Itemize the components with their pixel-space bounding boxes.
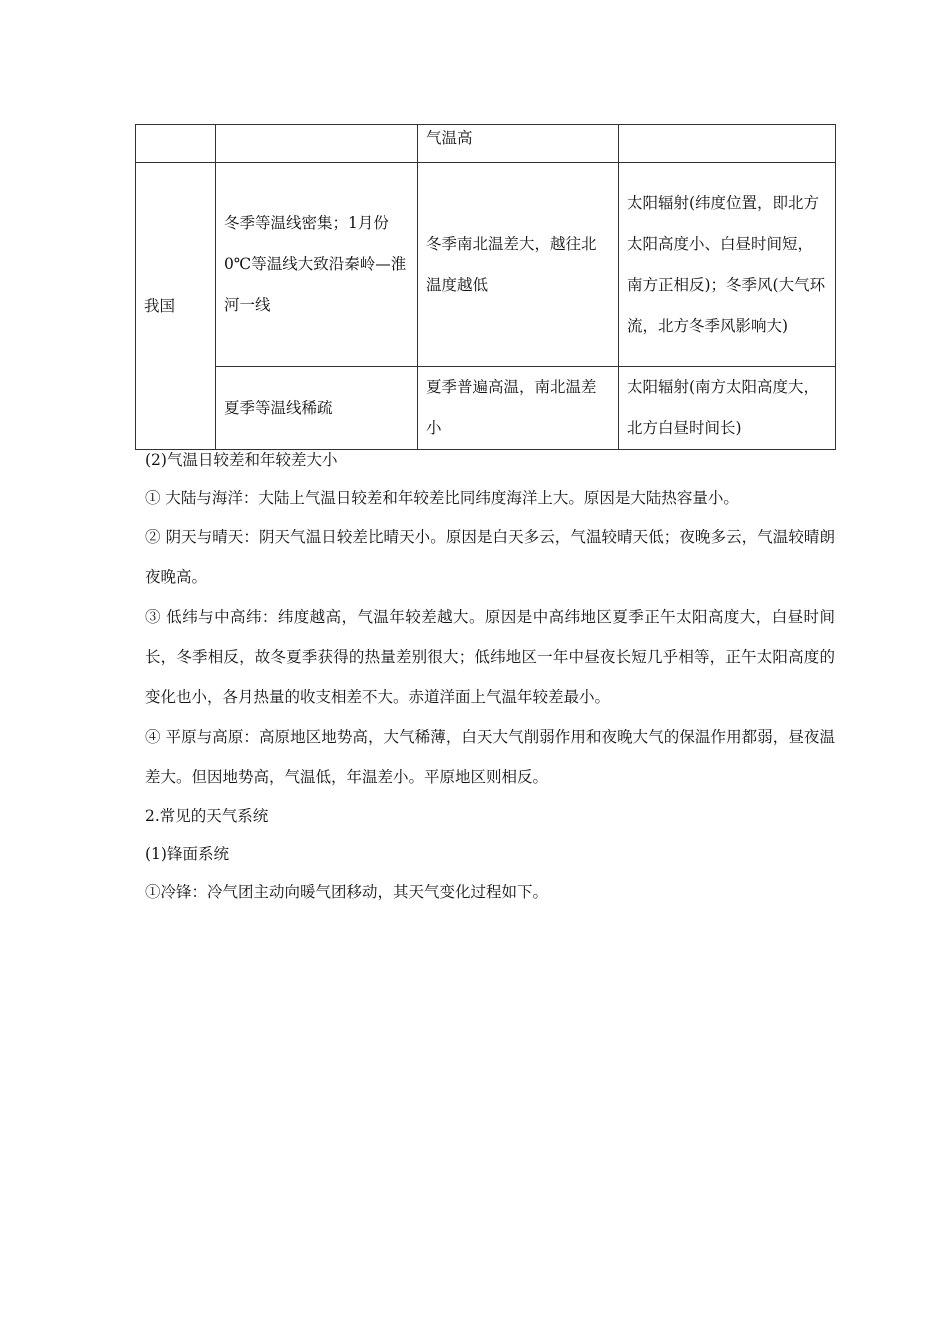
table-cell (216, 125, 418, 163)
table-cell: 气温高 (418, 125, 619, 163)
table-row (136, 367, 836, 450)
paragraph-cloudy-sunny: ② 阴天与晴天：阴天气温日较差比晴天小。原因是白天多云，气温较晴天低；夜晚多云，气温较晴朗夜晚高。 (145, 528, 835, 586)
distribution-cell: 冬季等温线密集；1月份0℃等温线大致沿秦岭—淮河一线 (216, 163, 418, 367)
paragraph-plain-plateau: ④ 平原与高原：高原地区地势高，大气稀薄，白天大气削弱作用和夜晚大气的保温作用都弱，昼夜温差大。但因地势高，气温低，年温差小。平原地区则相反。 (145, 728, 835, 786)
reason-cell: 太阳辐射(纬度位置，即北方太阳高度小、白昼时间短，南方正相反)；冬季风(大气环流，北方冬季风影响大) (619, 163, 836, 367)
feature-cell: 夏季普遍高温，南北温差小 (418, 367, 619, 450)
climate-table (135, 124, 836, 450)
table-row (136, 125, 836, 163)
table-row (136, 163, 836, 367)
table-cell (136, 125, 216, 163)
region-cell: 我国 (136, 163, 216, 450)
feature-cell: 冬季南北温差大，越往北温度越低 (418, 163, 619, 367)
section-heading: (2)气温日较差和年较差大小 (145, 451, 338, 469)
paragraph-cold-front: ①冷锋：冷气团主动向暖气团移动，其天气变化过程如下。 (145, 883, 549, 901)
table-cell (619, 125, 836, 163)
distribution-cell: 夏季等温线稀疏 (216, 367, 418, 450)
paragraph-latitude: ③ 低纬与中高纬：纬度越高，气温年较差越大。原因是中高纬地区夏季正午太阳高度大，白昼时间长，冬季相反，故冬夏季获得的热量差别很大；低纬地区一年中昼夜长短几乎相等，正午太阳高度的变化也小，各月热量的收支相差不大。赤道洋面上气温年较差最小。 (145, 608, 835, 706)
paragraph-land-sea: ① 大陆与海洋：大陆上气温日较差和年较差比同纬度海洋上大。原因是大陆热容量小。 (145, 489, 739, 507)
temperature-range-section (145, 441, 835, 911)
reason-cell: 太阳辐射(南方太阳高度大，北方白昼时间长) (619, 367, 836, 450)
section-heading: 2.常见的天气系统 (145, 807, 269, 825)
sub-heading: (1)锋面系统 (145, 845, 229, 863)
